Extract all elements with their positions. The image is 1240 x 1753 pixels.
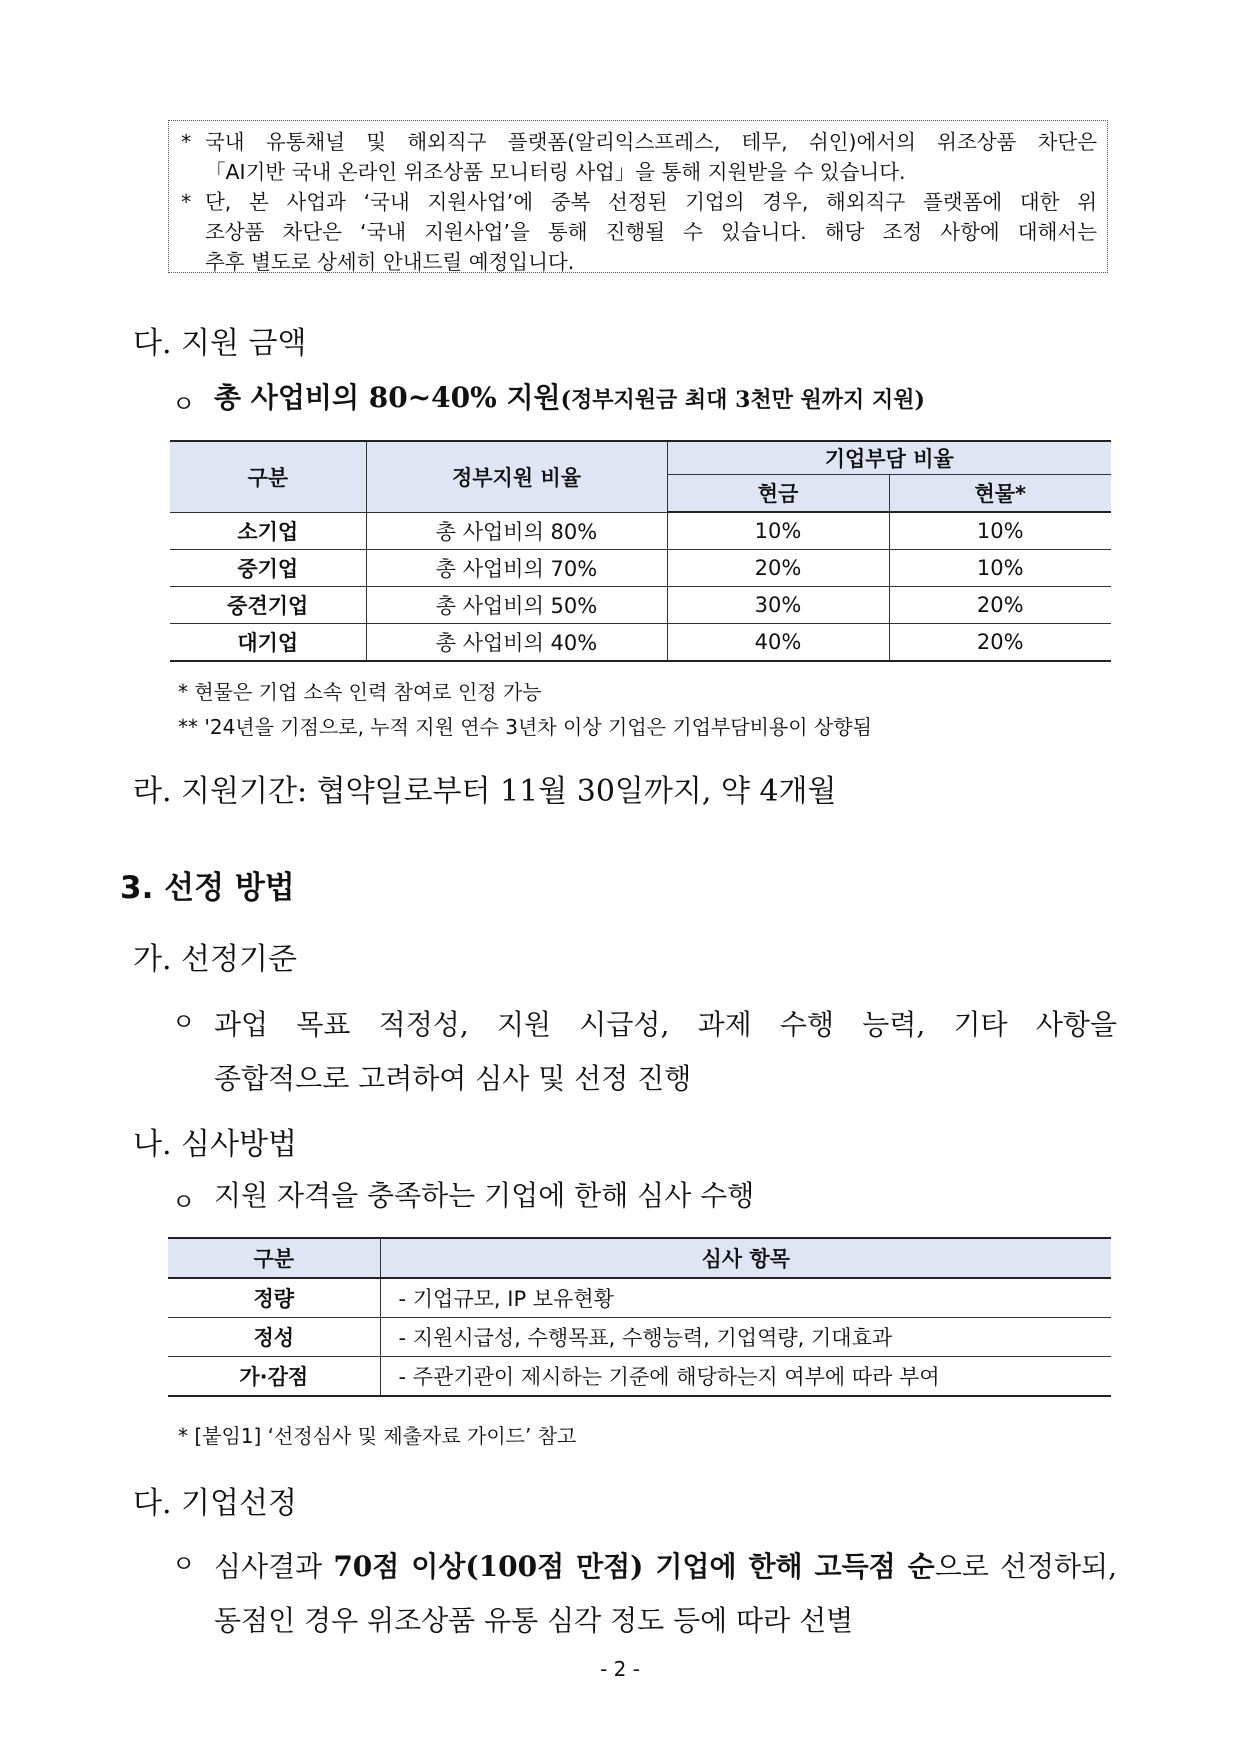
table-row xyxy=(168,1278,1111,1318)
table-row xyxy=(170,550,1111,587)
row-name: 가·감점 xyxy=(168,1357,380,1397)
criteria-line: 종합적으로 고려하여 심사 및 선정 진행 xyxy=(214,1062,692,1095)
period-text: 협약일로부터 11월 30일까지, 약 4개월 xyxy=(316,774,837,809)
bullet-mark: ㅇ xyxy=(172,1008,196,1036)
selection-line xyxy=(214,1540,1117,1594)
row-cash: 10% xyxy=(667,512,889,550)
row-items: - 지원시급성, 수행목표, 수행능력, 기업역량, 기대효과 xyxy=(380,1318,1111,1357)
notice-line xyxy=(181,187,1097,217)
heading-support-amount: 다. 지원 금액 xyxy=(133,326,307,361)
row-cash: 40% xyxy=(667,624,889,662)
row-kind: 10% xyxy=(889,550,1111,587)
heading-support-period xyxy=(133,766,837,810)
page-number: - 2 - xyxy=(600,1657,640,1681)
bullet-note: (정부지원금 최대 3천만 원까지 지원) xyxy=(560,387,925,413)
notice-line xyxy=(181,127,1097,157)
heading-selection-criteria: 가. 선정기준 xyxy=(133,942,297,977)
review-table xyxy=(168,1237,1111,1397)
selection-line: 동점인 경우 위조상품 유통 심각 정도 등에 따라 선별 xyxy=(214,1604,854,1637)
notice-text: 조상품 차단은 ‘국내 지원사업’을 통해 진행될 수 있습니다. 해당 조정 사항에 대해서는 xyxy=(205,220,1097,244)
table-footnote: * 현물은 기업 소속 인력 참여로 인정 가능 xyxy=(178,680,542,704)
heading-selection-method: 3. 선정 방법 xyxy=(120,870,295,906)
heading-company-selection: 다. 기업선정 xyxy=(133,1486,297,1521)
bullet-mark: ㅇ xyxy=(172,1188,196,1216)
row-gov: 총 사업비의 70% xyxy=(366,550,667,587)
notice-text: 추후 별도로 상세히 안내드릴 예정입니다. xyxy=(205,250,575,274)
row-kind: 20% xyxy=(889,587,1111,624)
selection-bold: 70점 이상(100점 만점) 기업에 한해 고득점 순 xyxy=(333,1550,935,1583)
header-review-items: 심사 항목 xyxy=(380,1238,1111,1278)
header-in-kind: 현물* xyxy=(889,475,1111,513)
row-cash: 30% xyxy=(667,587,889,624)
bullet-criteria xyxy=(172,998,1117,1106)
notice-text: 「AI기반 국내 온라인 위조상품 모니터링 사업」을 통해 지원받을 수 있습니다. xyxy=(205,160,906,184)
table-row xyxy=(168,1318,1111,1357)
table-row xyxy=(168,1357,1111,1397)
table-footnote: * [붙임1] ‘선정심사 및 제출자료 가이드’ 참고 xyxy=(178,1424,577,1448)
row-name: 중기업 xyxy=(170,550,366,587)
row-name: 정성 xyxy=(168,1318,380,1357)
selection-text: 으로 선정하되, xyxy=(934,1550,1118,1583)
row-items: - 주관기관이 제시하는 기준에 해당하는지 여부에 따라 부여 xyxy=(380,1357,1111,1397)
support-ratio-table xyxy=(170,440,1111,662)
row-gov: 총 사업비의 50% xyxy=(366,587,667,624)
table-row xyxy=(170,587,1111,624)
selection-text: 심사결과 xyxy=(214,1550,334,1583)
bullet-selection xyxy=(172,1540,1117,1648)
period-label: 라. 지원기간: xyxy=(133,774,308,809)
row-name: 대기업 xyxy=(170,624,366,662)
notice-line xyxy=(181,217,1097,247)
header-company-ratio: 기업부담 비율 xyxy=(667,441,1111,475)
asterisk: * xyxy=(181,130,192,154)
notice-line xyxy=(181,247,1097,277)
table-header-row xyxy=(168,1238,1111,1278)
asterisk: * xyxy=(181,190,192,214)
notice-text: 국내 유통채널 및 해외직구 플랫폼(알리익스프레스, 테무, 쉬인)에서의 위조상품 차단은 xyxy=(205,130,1097,154)
header-gov-ratio: 정부지원 비율 xyxy=(366,441,667,512)
row-cash: 20% xyxy=(667,550,889,587)
bullet-mark: ㅇ xyxy=(172,1550,196,1578)
table-row xyxy=(170,512,1111,550)
row-items: - 기업규모, IP 보유현황 xyxy=(380,1278,1111,1318)
row-name: 정량 xyxy=(168,1278,380,1318)
bullet-mark: ㅇ xyxy=(172,390,196,418)
row-kind: 20% xyxy=(889,624,1111,662)
bullet-review xyxy=(172,1178,1117,1217)
notice-box xyxy=(168,120,1108,273)
notice-text: 단, 본 사업과 ‘국내 지원사업’에 중복 선정된 기업의 경우, 해외직구 플랫폼에 대한 위 xyxy=(205,190,1097,214)
header-cash: 현금 xyxy=(667,475,889,513)
table-row xyxy=(170,624,1111,662)
table-footnote: ** '24년을 기점으로, 누적 지원 연수 3년차 이상 기업은 기업부담비용이 상향됨 xyxy=(178,715,872,739)
review-text: 지원 자격을 충족하는 기업에 한해 심사 수행 xyxy=(214,1179,755,1212)
bullet-support-ratio xyxy=(172,380,1117,419)
heading-review-method: 나. 심사방법 xyxy=(133,1127,297,1162)
row-gov: 총 사업비의 80% xyxy=(366,512,667,550)
row-name: 소기업 xyxy=(170,512,366,550)
row-gov: 총 사업비의 40% xyxy=(366,624,667,662)
bullet-bold-text: 총 사업비의 80~40% 지원 xyxy=(214,381,561,414)
criteria-line: 과업 목표 적정성, 지원 시급성, 과제 수행 능력, 기타 사항을 xyxy=(214,1008,1117,1041)
row-name: 중견기업 xyxy=(170,587,366,624)
header-category: 구분 xyxy=(170,441,366,512)
header-category: 구분 xyxy=(168,1238,380,1278)
notice-line xyxy=(181,157,1097,187)
row-kind: 10% xyxy=(889,512,1111,550)
